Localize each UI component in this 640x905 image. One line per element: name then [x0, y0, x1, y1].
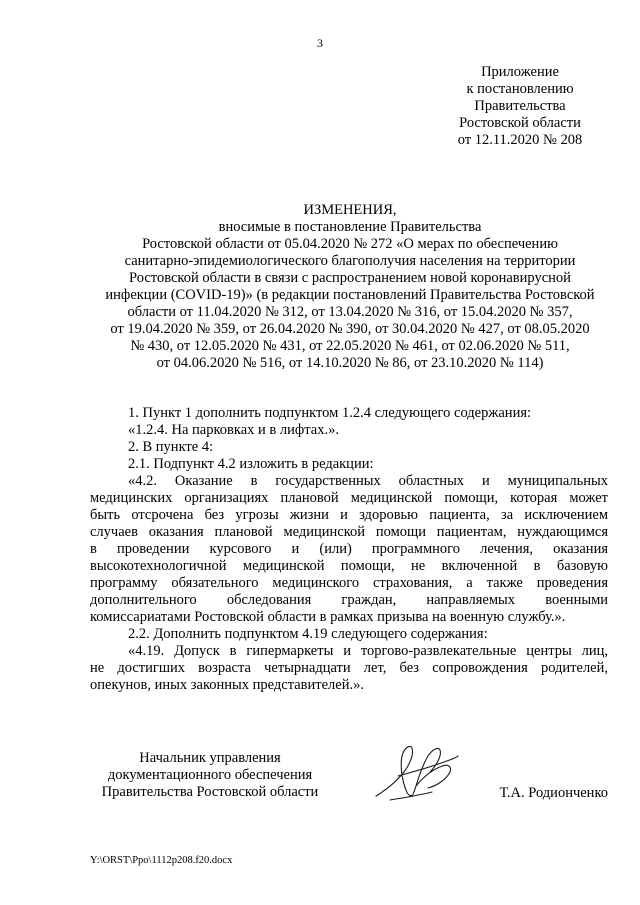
title-line: от 04.06.2020 № 516, от 14.10.2020 № 86, от 23.10.2020 № 114) [156, 355, 544, 371]
title-line: Ростовской области в связи с распространением новой коронавирусной [129, 270, 571, 286]
appendix-block [440, 64, 600, 149]
paragraph-line: программу обязательного медицинского страхования, а также проведения [90, 575, 608, 591]
appendix-line: Правительства [474, 98, 566, 114]
paragraph-item-2-1: 2.1. Подпункт 4.2 изложить в редакции: [128, 456, 374, 472]
paragraph-line: опекунов, иных законных представителей.». [90, 677, 364, 693]
paragraph-line: быть отсрочена без угрозы жизни и здоровью пациента, за исключением [90, 507, 608, 523]
title-line: инфекции (COVID-19)» (в редакции постановлений Правительства Ростовской [105, 287, 595, 303]
title-line: № 430, от 12.05.2020 № 431, от 22.05.2020 № 461, от 02.06.2020 № 511, [130, 338, 570, 354]
paragraph-line: дополнительного обследования граждан, направляемых военными [90, 592, 608, 608]
title-line: области от 11.04.2020 № 312, от 13.04.2020 № 316, от 15.04.2020 № 357, [127, 304, 573, 320]
handwritten-signature [372, 736, 462, 808]
appendix-line: Приложение [481, 64, 559, 80]
paragraph-item-1: 1. Пункт 1 дополнить подпунктом 1.2.4 следующего содержания: [128, 405, 532, 421]
title-block [80, 202, 620, 372]
appendix-line: от 12.11.2020 № 208 [457, 132, 583, 148]
paragraph-item-2-2: 2.2. Дополнить подпунктом 4.19 следующего содержания: [128, 626, 488, 642]
paragraph-line: в проведении курсового и (или) программного лечения, оказания [90, 541, 608, 557]
title-line: от 19.04.2020 № 359, от 26.04.2020 № 390, от 30.04.2020 № 427, от 08.05.2020 [110, 321, 590, 337]
paragraph-line: не достигших возраста четырнадцати лет, без сопровождения родителей, [90, 660, 608, 676]
page-number: 3 [317, 36, 323, 50]
appendix-line: к постановлению [466, 81, 574, 97]
title-line: санитарно-эпидемиологического благополучия населения на территории [124, 253, 576, 269]
paragraph-item-2: 2. В пункте 4: [128, 439, 214, 455]
paragraph-line: «4.2. Оказание в государственных областных и муниципальных [128, 473, 608, 489]
signatory-line: Начальник управления [139, 750, 281, 766]
paragraph-line: случаев оказания плановой медицинской помощи пациентам, нуждающимся [90, 524, 608, 540]
document-body [90, 405, 608, 694]
paragraph-item-1-text: «1.2.4. На парковках и в лифтах.». [128, 422, 339, 438]
paragraph-line: медицинских организациях плановой медицинской помощи, которая может [90, 490, 608, 506]
signatory-line: документационного обеспечения [107, 767, 313, 783]
document-heading: ИЗМЕНЕНИЯ, [303, 202, 397, 218]
signatory-line: Правительства Ростовской области [101, 784, 319, 800]
title-line: вносимые в постановление Правительства [218, 219, 482, 235]
appendix-line: Ростовской области [459, 115, 581, 131]
title-line: Ростовской области от 05.04.2020 № 272 «О мерах по обеспечению [142, 236, 558, 252]
paragraph-line: высокотехнологичной медицинской помощи, не включенной в базовую [90, 558, 608, 574]
signatory-position [90, 750, 330, 801]
paragraph-line: «4.19. Допуск в гипермаркеты и торгово-развлекательные центры лиц, [128, 643, 608, 659]
file-path: Y:\ORST\Ppo\1112p208.f20.docx [90, 855, 233, 866]
signer-name: Т.А. Родионченко [499, 785, 608, 801]
paragraph-line: комиссариатами Ростовской области в рамках призыва на военную службу.». [90, 609, 566, 625]
